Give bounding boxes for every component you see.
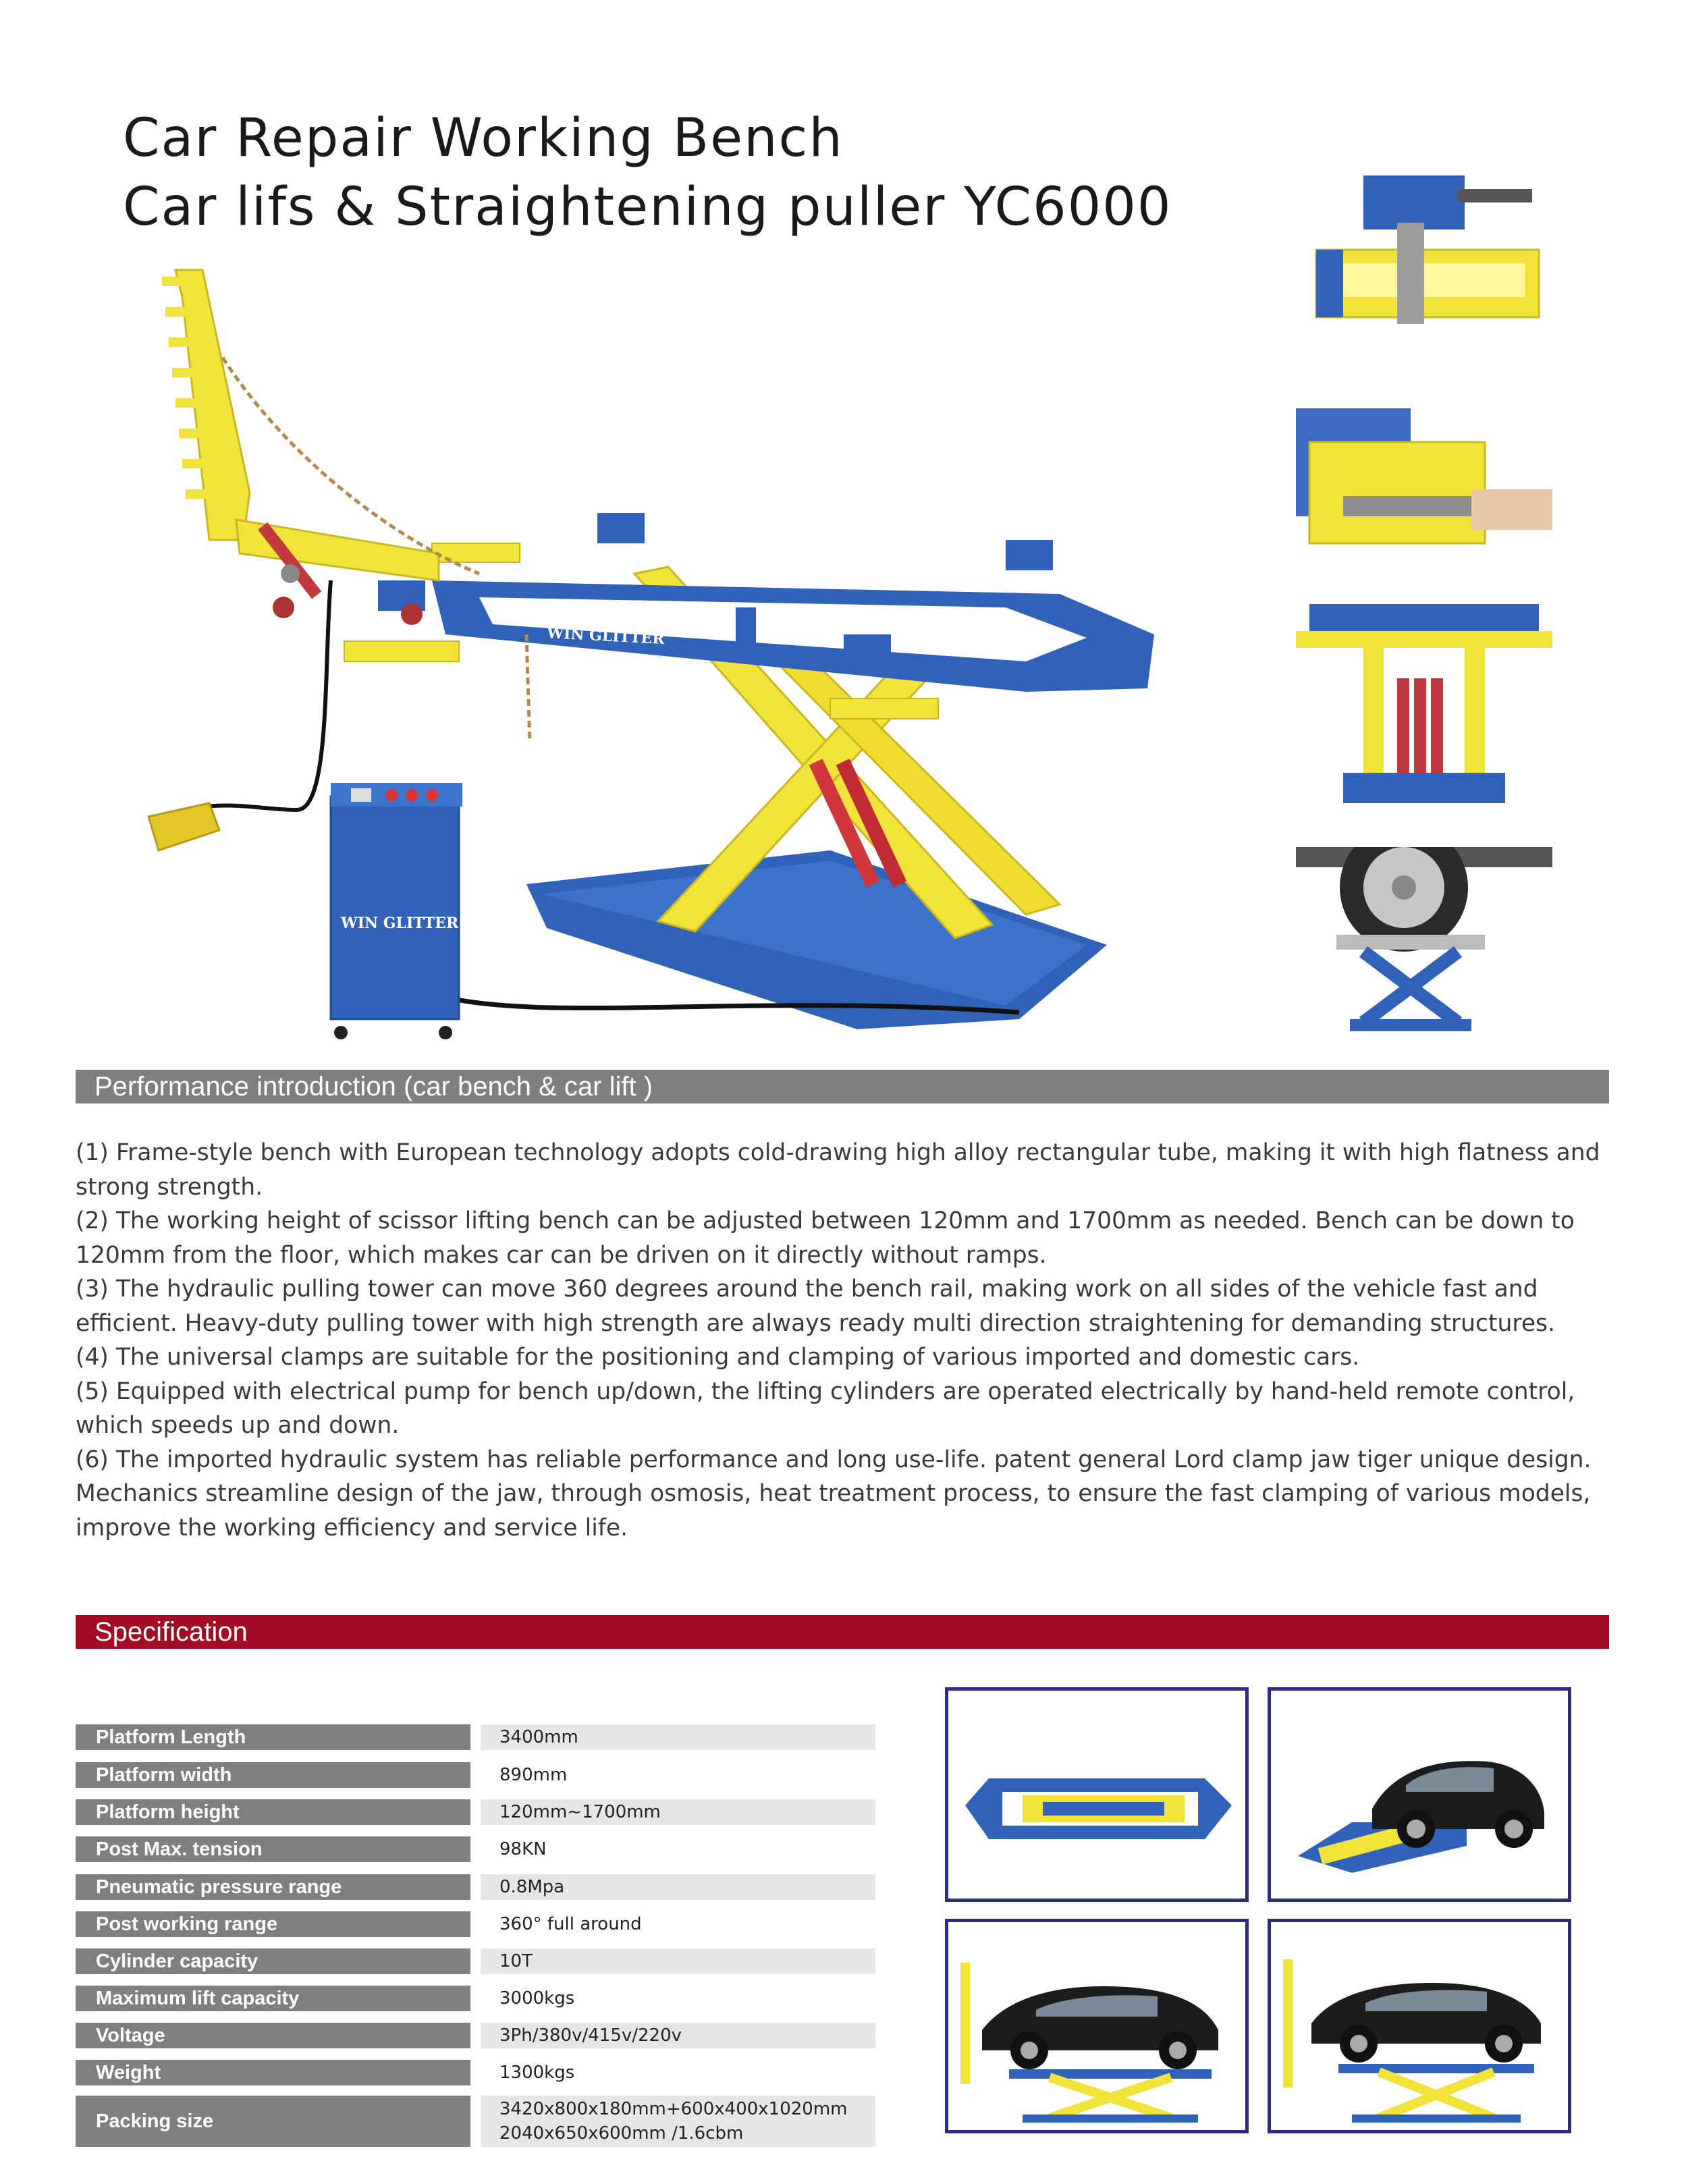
- clamp-detail-photo: [1296, 162, 1552, 337]
- performance-heading: Performance introduction (car bench & car lift ): [76, 1070, 1609, 1103]
- performance-list: [76, 1136, 1614, 1545]
- spec-label: Maximum lift capacity: [76, 1986, 470, 2011]
- spec-label: Platform Length: [76, 1724, 470, 1750]
- spec-value: 3Ph/380v/415v/220v: [481, 2023, 875, 2048]
- performance-item: (4) The universal clamps are suitable for the positioning and clamping of various imported and domestic cars.: [76, 1344, 1360, 1371]
- car-lifted-tower-image: [948, 1922, 1245, 2130]
- spec-value: 10T: [481, 1948, 875, 1974]
- frame-brand-text: WIN GLITTER: [546, 624, 666, 649]
- spec-value: 120mm~1700mm: [481, 1799, 875, 1825]
- performance-item: (1) Frame-style bench with European technology adopts cold-drawing high alloy rectangular tube, making it with high flatness and strong strength.: [76, 1139, 1600, 1201]
- spec-value-line: 3420x800x180mm+600x400x1020mm: [499, 2099, 848, 2119]
- spec-value: 0.8Mpa: [481, 1874, 875, 1900]
- specification-heading: Specification: [76, 1615, 1609, 1649]
- page-title-line2: Car lifs & Straightening puller YC6000: [123, 177, 1172, 238]
- foot-pump: [148, 803, 219, 850]
- performance-item: (3) The hydraulic pulling tower can move 360 degrees around the bench rail, making work on all sides of the vehicle fast and efficient. Heavy-duty pulling tower with high strength are always ready multi direction straightening for demanding structures.: [76, 1276, 1555, 1337]
- spec-value: [481, 2096, 875, 2147]
- performance-item: (2) The working height of scissor lifting bench can be adjusted between 120mm and 1700mm as needed. Bench can be down to 120mm from the floor, which makes car can be driven on it directly without ramps.: [76, 1207, 1575, 1269]
- spec-value: 3000kgs: [499, 1988, 575, 2009]
- photo-car-lifted-with-tower: [945, 1919, 1249, 2133]
- car-on-bench-image: [1271, 1691, 1568, 1899]
- spec-value: 3400mm: [481, 1724, 875, 1750]
- performance-item: (5) Equipped with electrical pump for bench up/down, the lifting cylinders are operated electrically by hand-held remote control, which speeds up and down.: [76, 1377, 1575, 1439]
- pin-detail-photo: [1296, 408, 1552, 557]
- spec-label: Cylinder capacity: [76, 1948, 470, 1974]
- spec-label: Packing size: [76, 2096, 470, 2147]
- performance-item: (6) The imported hydraulic system has reliable performance and long use-life. patent general Lord clamp jaw tiger unique design. Mechanics streamline design of the jaw, through osmosis, heat treatment process, to ensure the fast clamping of various models, improve the working efficiency and service life.: [76, 1446, 1592, 1541]
- scissor-lift-detail-photo: [1296, 604, 1552, 807]
- photo-bench-top-view: [945, 1687, 1249, 1902]
- bench-top-view-image: [948, 1691, 1245, 1899]
- spec-value: 1300kgs: [499, 2063, 575, 2083]
- photo-car-on-bench: [1268, 1687, 1571, 1902]
- spec-value-line: 2040x650x600mm /1.6cbm: [499, 2123, 744, 2144]
- spec-value: 360° full around: [499, 1914, 642, 1934]
- spec-label: Pneumatic pressure range: [76, 1874, 470, 1900]
- cabinet-brand-text: WIN GLITTER: [341, 914, 459, 932]
- spec-label: Platform height: [76, 1799, 470, 1825]
- spec-label: Post working range: [76, 1911, 470, 1937]
- spec-value: 98KN: [499, 1839, 547, 1859]
- spec-label: Platform width: [76, 1762, 470, 1788]
- spec-label: Weight: [76, 2060, 470, 2085]
- spec-label: Voltage: [76, 2023, 470, 2048]
- car-lifted-side-image: [1271, 1922, 1568, 2130]
- spec-value: 890mm: [499, 1765, 568, 1785]
- spec-label: Post Max. tension: [76, 1836, 470, 1862]
- page-title-line1: Car Repair Working Bench: [123, 108, 844, 169]
- pulling-tower: [162, 270, 530, 742]
- control-cabinet: [331, 783, 462, 1039]
- car-bench-main-illustration: [128, 256, 1195, 1060]
- wheel-stand-detail-photo: [1296, 847, 1552, 1036]
- photo-car-lifted-side: [1268, 1919, 1571, 2133]
